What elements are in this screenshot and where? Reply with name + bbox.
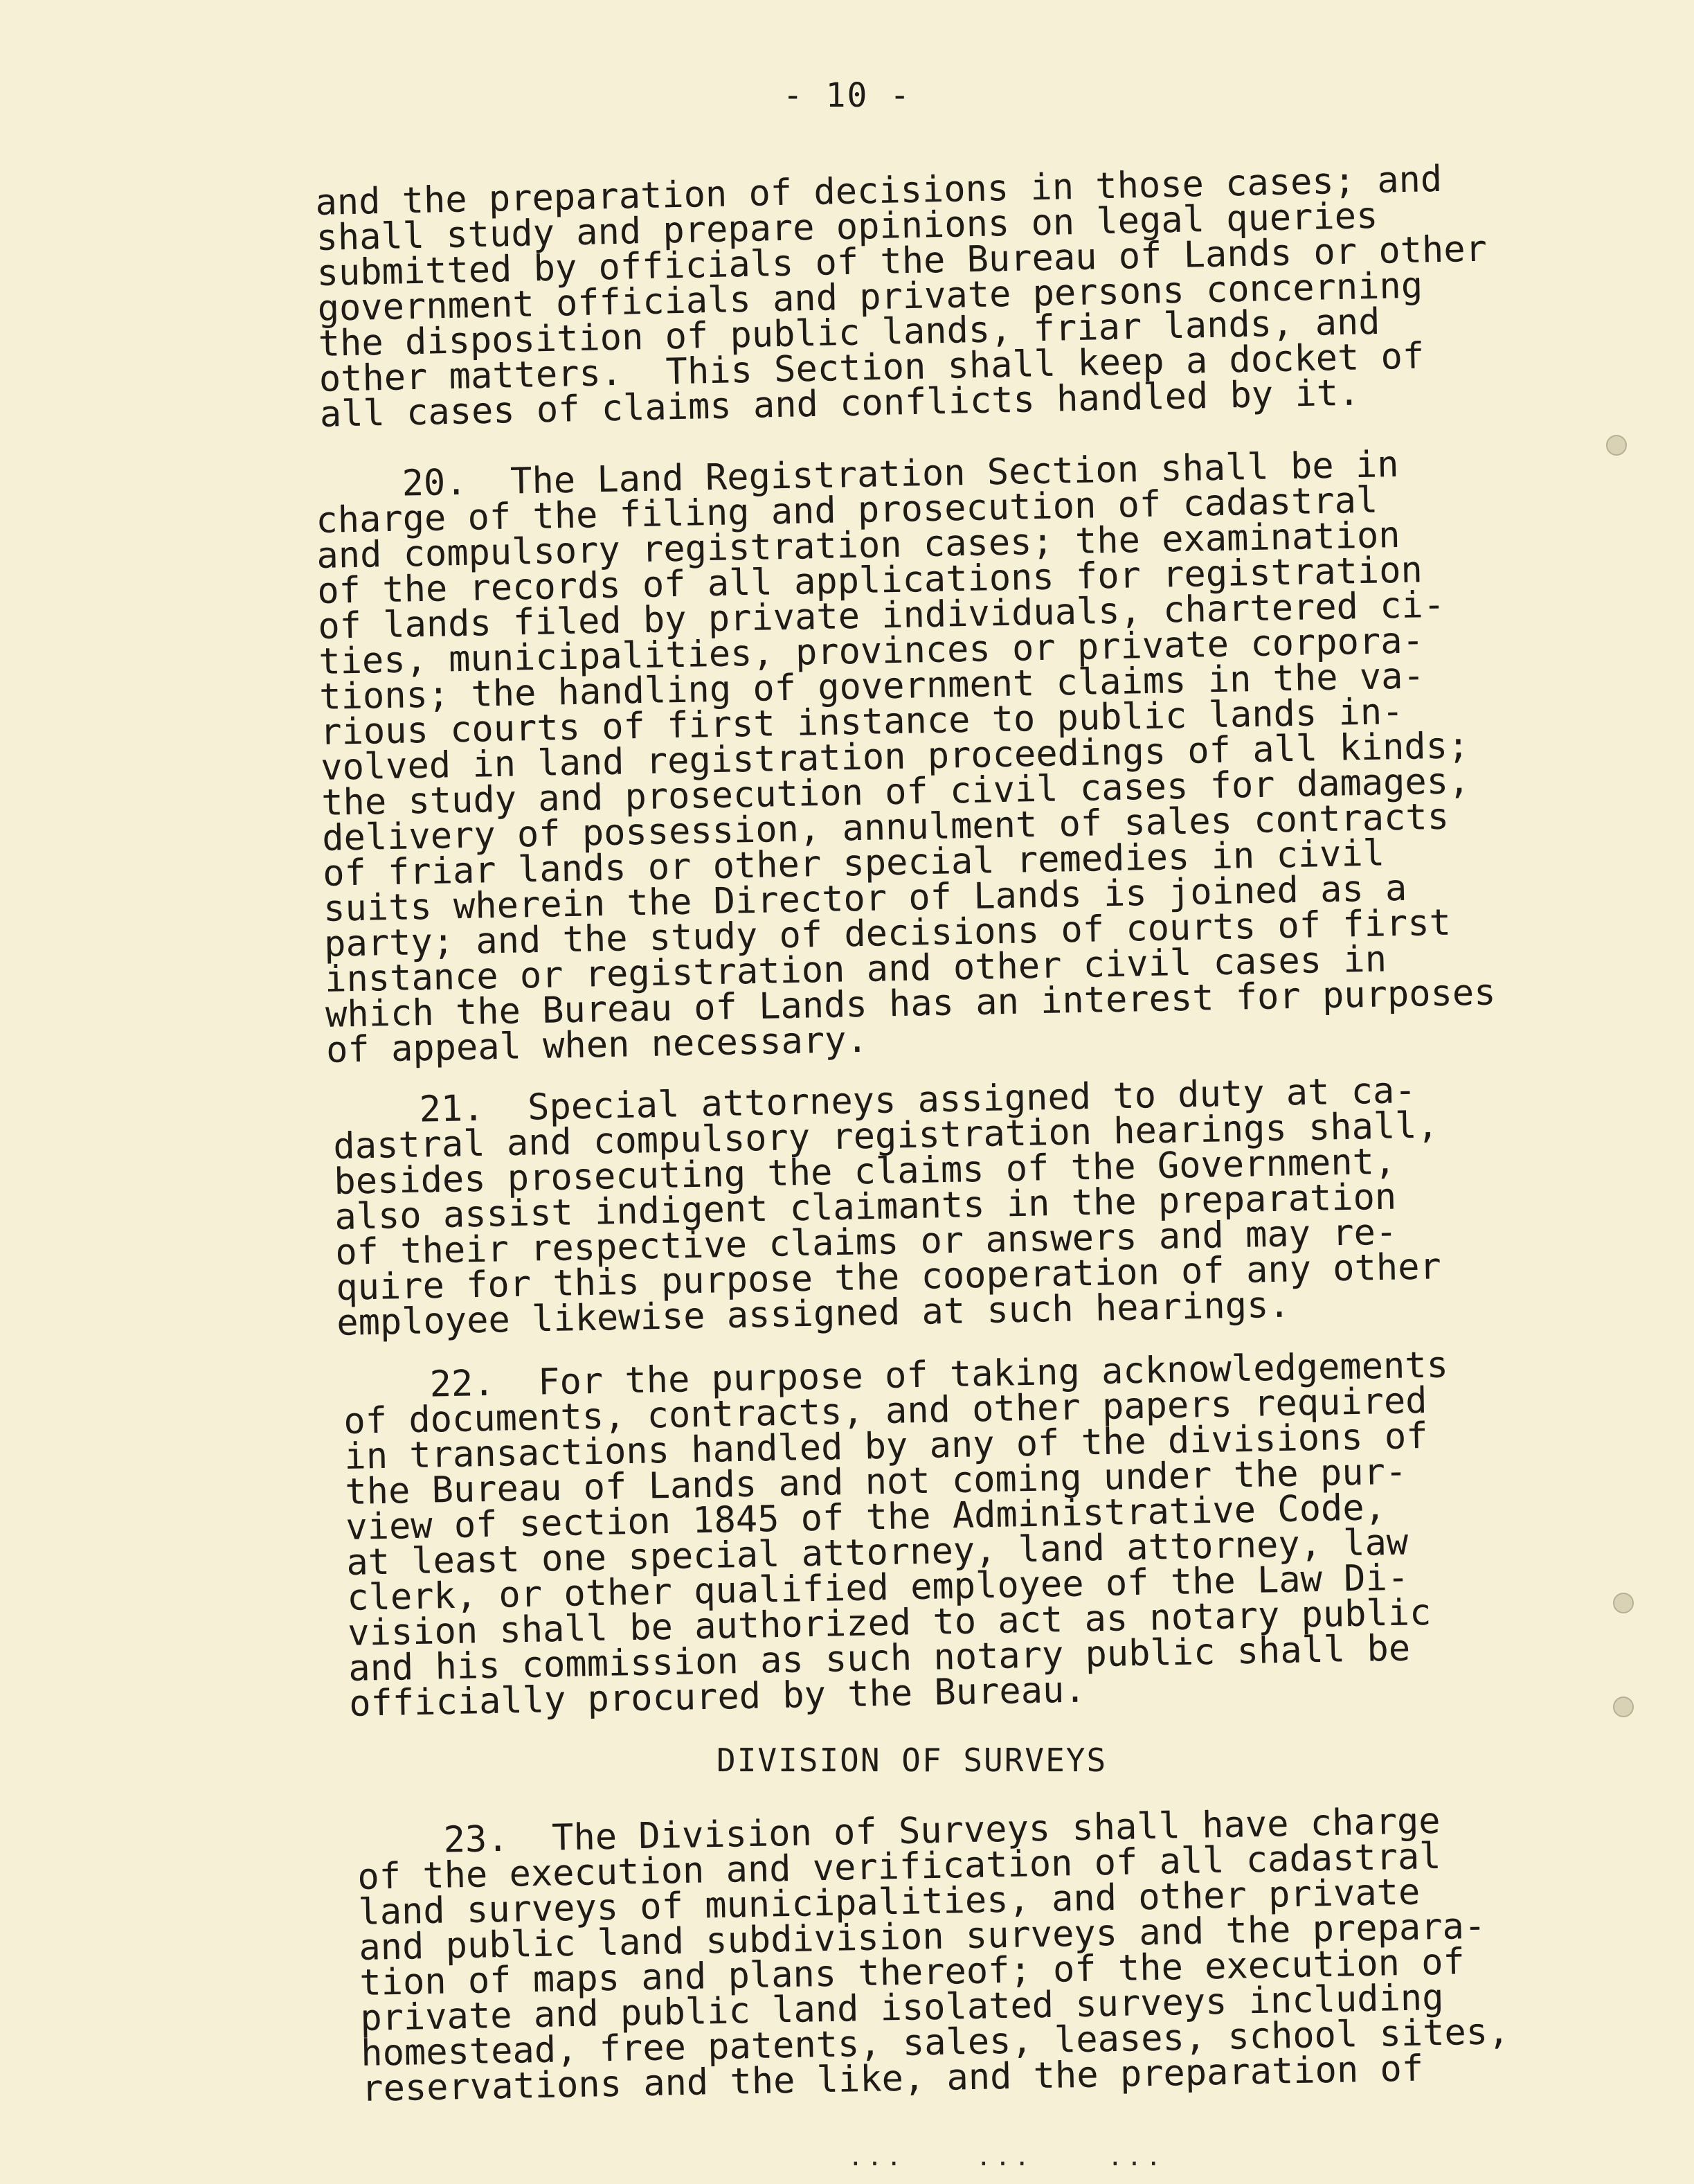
binding-dots: ···	[848, 2150, 906, 2178]
paragraph-23: 23. The Division of Surveys shall have charge of the execution and verification of all cadastral land surveys of municipalities, and other private and public land subdivision surveys and the prepara- tion of maps and plans thereof; of the execution of private and public land isolated surveys including homestead, free patents, sales, leases, school sites, reservations and the like, and the preparation of	[356, 1800, 1510, 2110]
section-heading-surveys: DIVISION OF SURVEYS	[717, 1742, 1108, 1779]
punch-hole	[1613, 1593, 1634, 1613]
paragraph-22: 22. For the purpose of taking acknowledgements of documents, contracts, and other papers required in transactions handled by any of the divisions of the Bureau of Lands and not coming under the pur- view of section 1845 of the Administrative Code, at least one special attorney, land attorney, law clerk, or other qualified employee of the Law Di- vision shall be authorized to act as notary public and his commission as such notary public shall be officially procured by the Bureau.	[342, 1344, 1449, 1725]
paragraph-20: 20. The Land Registration Section shall be in charge of the filing and prosecution of cadastral and compulsory registration cases; the examination of the records of all applications for registration of lands filed by private individuals, chartered ci- ties, municipalities, provinces or private corpora- tions; the handling of government claims in the va- rious courts of first instance to public lands in- volved in land registration proceedings of all kinds; the study and prosecution of civil cases for damages, delivery of possession, annulment of sales contracts of friar lands or other special remedies in civil suits wherein the Director of Lands is joined as a party; and the study of decisions of courts of first instance or registration and other civil cases in which the Bureau of Lands has an interest for purposes of appeal when necessary.	[314, 443, 1496, 1071]
punch-hole	[1606, 435, 1627, 456]
page-number: - 10 -	[782, 76, 912, 115]
punch-hole	[1613, 1697, 1634, 1717]
binding-dots: ···	[1108, 2150, 1166, 2178]
paragraph-continued: and the preparation of decisions in those cases; and shall study and prepare opinions on legal queries submitted by officials of the Bureau of Lands or other government officials and private persons concerning the disposition of public lands, friar lands, and other matters. This Section shall keep a docket of all cases of claims and conflicts handled by it.	[314, 158, 1488, 436]
binding-dots: ···	[976, 2150, 1034, 2178]
paragraph-21: 21. Special attorneys assigned to duty at ca- dastral and compulsory registration hearings shall, besides prosecuting the claims of the Government, also assist indigent claimants in the preparation of their respective claims or answers and may re- quire for this purpose the cooperation of any other employee likewise assigned at such hearings.	[332, 1069, 1442, 1344]
